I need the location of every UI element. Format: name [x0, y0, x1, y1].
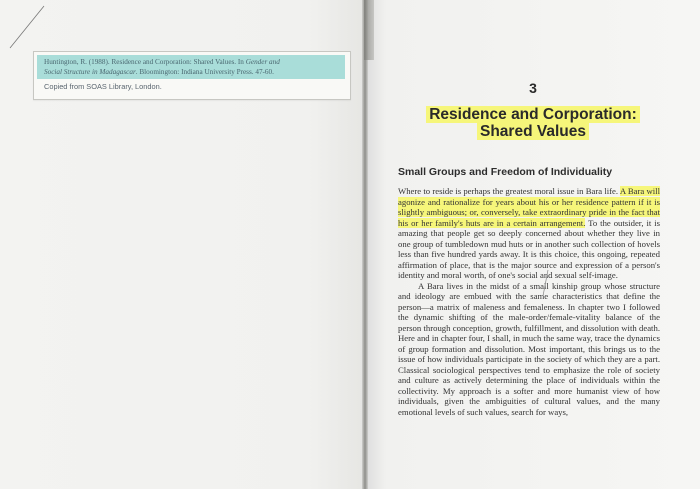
body-text	[398, 186, 660, 417]
book-gutter	[362, 0, 368, 489]
citation-prefix: Huntington, R. (1988). Residence and Corporation: Shared Values. In	[44, 58, 246, 66]
citation-publisher: . Bloomington: Indiana University Press. 47-60.	[135, 68, 274, 76]
highlighted-passage: A Bara will agonize and rationalize for years about his or her residence pattern if it is slightly ambiguous; or, conversely, take extraordinary pride in the fact that his or her family's huts are in a certain arrangement.	[398, 186, 660, 228]
paragraph-2: A Bara lives in the midst of a small kinship group whose structure and ideology are embued with the same characteristics that define the person—a matrix of maleness and femaleness. In chapter two I followed the dynamic shifting of the male-order/female-vitality balance of the person through conception, growth, fulfillment, and dissolution with death. Here and in chapter four, I shall, in much the same way, trace the dynamics of group formation and dissolution. Most important, this brings us to the issue of how individuals participate in the society of which they are a part. Classical sociological perspectives tend to emphasize the role of society and culture as actively determining the place of individuals within the collectivity. My approach is a softer and more humanist view of how individuals, given the ambiguities of cultural values, and the many emotional levels of such values, search for ways,	[398, 280, 660, 417]
chapter-number: 3	[529, 80, 537, 96]
pencil-mark	[8, 4, 48, 52]
citation-slip	[33, 51, 351, 100]
paragraph-1	[398, 186, 660, 281]
citation-book-title-1: Gender and	[245, 58, 280, 66]
section-heading: Small Groups and Freedom of Individuality	[398, 166, 613, 178]
chapter-title	[366, 106, 700, 140]
paragraph-1-intro: Where to reside is perhaps the greatest moral issue in Bara life.	[398, 186, 620, 196]
copied-from-note: Copied from SOAS Library, London.	[44, 82, 162, 91]
chapter-title-line-2: Shared Values	[477, 123, 589, 140]
chapter-title-line-1: Residence and Corporation:	[426, 106, 640, 123]
pencil-stroke-mark	[540, 268, 550, 298]
citation-text	[44, 57, 344, 77]
paragraph-1-rest: To the outsider, it is amazing that people get so deeply concerned about whether they live in one group of tumbledown mud huts or in another such collection of hovels less than five hundred yards away. It is this choice, this ongoing, repeated affirmation of place, that is the major source and expression of a person's identity and moral worth, of one's social and sexual self-image.	[398, 217, 660, 280]
binding-shadow	[364, 0, 374, 60]
citation-book-title-2: Social Structure in Madagascar	[44, 68, 136, 76]
